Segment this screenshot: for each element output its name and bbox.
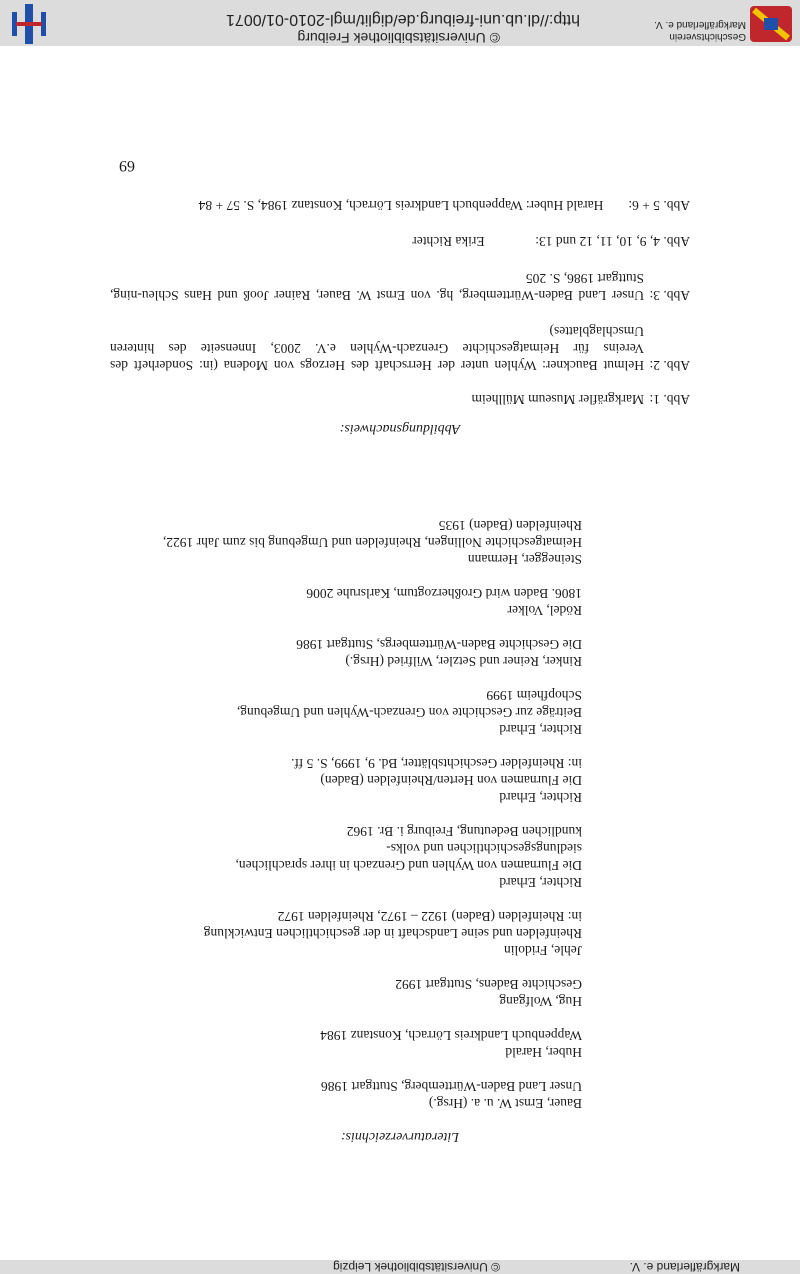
literature-entry: [102, 1027, 582, 1061]
illustration-label: Abb. 3:: [649, 288, 690, 303]
literature-title-line: Die Geschichte Baden-Württembergs, Stuttgart 1986: [296, 637, 582, 652]
literature-author: Steinegger, Hermann: [467, 552, 582, 567]
illustration-label: Abb. 5 + 6:: [628, 198, 690, 213]
illustration-label: Abb. 4, 9, 10, 11, 12 und 13:: [535, 234, 690, 249]
society-name: Geschichtsverein Markgräflerland e. V.: [654, 19, 746, 42]
footer-bar: [0, 0, 800, 46]
literature-author: Huber, Harald: [505, 1045, 582, 1060]
literature-author: Bauer, Ernst W. u. a. (Hrsg.): [428, 1096, 582, 1111]
literature-heading: Literaturverzeichnis:: [340, 1129, 460, 1144]
illustration-entry: [110, 197, 690, 214]
literature-list: [102, 500, 582, 1112]
illustration-source: Erika Richter: [412, 234, 485, 249]
literature-author: Rödel, Volker: [507, 603, 582, 618]
previous-page-society: Markgräflerland e. V.: [629, 1260, 740, 1274]
literature-entry: [102, 585, 582, 619]
literature-title-line: Geschichte Badens, Stuttgart 1992: [395, 977, 582, 992]
illustrations-heading: Abbildungsnachweis:: [339, 421, 461, 436]
literature-entry: [102, 908, 582, 959]
illustration-source: Harald Huber: Wappenbuch Landkreis Lörrach, Konstanz 1984, S. 57 + 84: [198, 198, 604, 213]
university-logo-icon: [8, 4, 50, 44]
illustration-label: Abb. 2:: [649, 358, 690, 373]
literature-entry: [102, 687, 582, 738]
illustration-label: Abb. 1:: [649, 392, 690, 407]
literature-title-line: 1806. Baden wird Großherzogtum, Karlsruhe 2006: [306, 586, 582, 601]
literature-entry: [102, 823, 582, 891]
literature-title-line: Beiträge zur Geschichte von Grenzach-Wyhlen und Umgebung,: [236, 705, 582, 720]
literature-author: Richter, Erhard: [499, 875, 582, 890]
literature-title-line: in: Rheinfelder Geschichtsblätter, Bd. 9, 1999, S. 5 ff.: [291, 756, 582, 771]
illustration-entry: [110, 270, 690, 304]
literature-entry: [102, 755, 582, 806]
illustration-source: Helmut Bauckner: Wyhlen unter der Herrschaft des Herzogs von Modena (in: Sonderheft des Vereins für Heimatgeschichte Grenzach-Wyhlen e.V. 2003, Innenseite des hinteren Umschlagblattes): [110, 324, 644, 373]
literature-entry: [102, 517, 582, 568]
illustration-entry: [110, 233, 690, 250]
literature-entry: [102, 976, 582, 1010]
coat-of-arms-icon: [748, 4, 794, 44]
page-number: 69: [119, 157, 135, 174]
literature-author: Jehle, Fridolin: [504, 943, 582, 958]
literature-entry: [102, 1078, 582, 1112]
copyright-line: © Universitätsbibliothek Freiburg: [297, 30, 500, 46]
illustration-source: Markgräfler Museum Müllheim: [471, 392, 644, 407]
literature-title-line: Unser Land Baden-Württemberg, Stuttgart 1986: [320, 1079, 582, 1094]
literature-title-line: Heimatgeschichte Nollingen, Rheinfelden und Umgebung bis zum Jahr 1922,: [162, 535, 582, 550]
literature-entry: [102, 636, 582, 670]
literature-title-line: Rheinfelden (Baden) 1935: [438, 518, 582, 533]
illustration-entry: [110, 391, 690, 408]
literature-title-line: Schopfheim 1999: [486, 688, 582, 703]
literature-author: Richter, Erhard: [499, 790, 582, 805]
literature-title-line: in: Rheinfelden (Baden) 1922 – 1972, Rheinfelden 1972: [277, 909, 582, 924]
literature-title-line: Rheinfelden und seine Landschaft in der geschichtlichen Entwicklung: [203, 926, 582, 941]
literature-title-line: Wappenbuch Landkreis Lörrach, Konstanz 1984: [320, 1028, 582, 1043]
literature-title-line: Die Flurnamen von Wyhlen und Grenzach in ihrer sprachlichen, siedlungsgeschichtlichen und volks-: [235, 841, 582, 873]
literature-title-line: kundlichen Bedeutung, Freiburg i. Br. 1962: [346, 824, 582, 839]
literature-author: Rinker, Reiner und Setzler, Wilfried (Hrsg.): [345, 654, 582, 669]
document-url[interactable]: http://dl.ub.uni-freiburg.de/diglit/mgl-2010-01/0071: [226, 11, 580, 28]
literature-author: Hug, Wolfgang: [499, 994, 582, 1009]
illustration-source: Unser Land Baden-Württemberg, hg. von Ernst W. Bauer, Rainer Jooß und Hans Schleu-ning, Stuttgart 1986, S. 205: [110, 271, 644, 303]
literature-title-line: Die Flurnamen von Herten/Rheinfelden (Baden): [320, 773, 582, 788]
illustration-entry: [110, 323, 690, 374]
literature-author: Richter, Erhard: [499, 722, 582, 737]
previous-page-copyright: © Universitätsbibliothek Leipzig: [333, 1260, 500, 1274]
